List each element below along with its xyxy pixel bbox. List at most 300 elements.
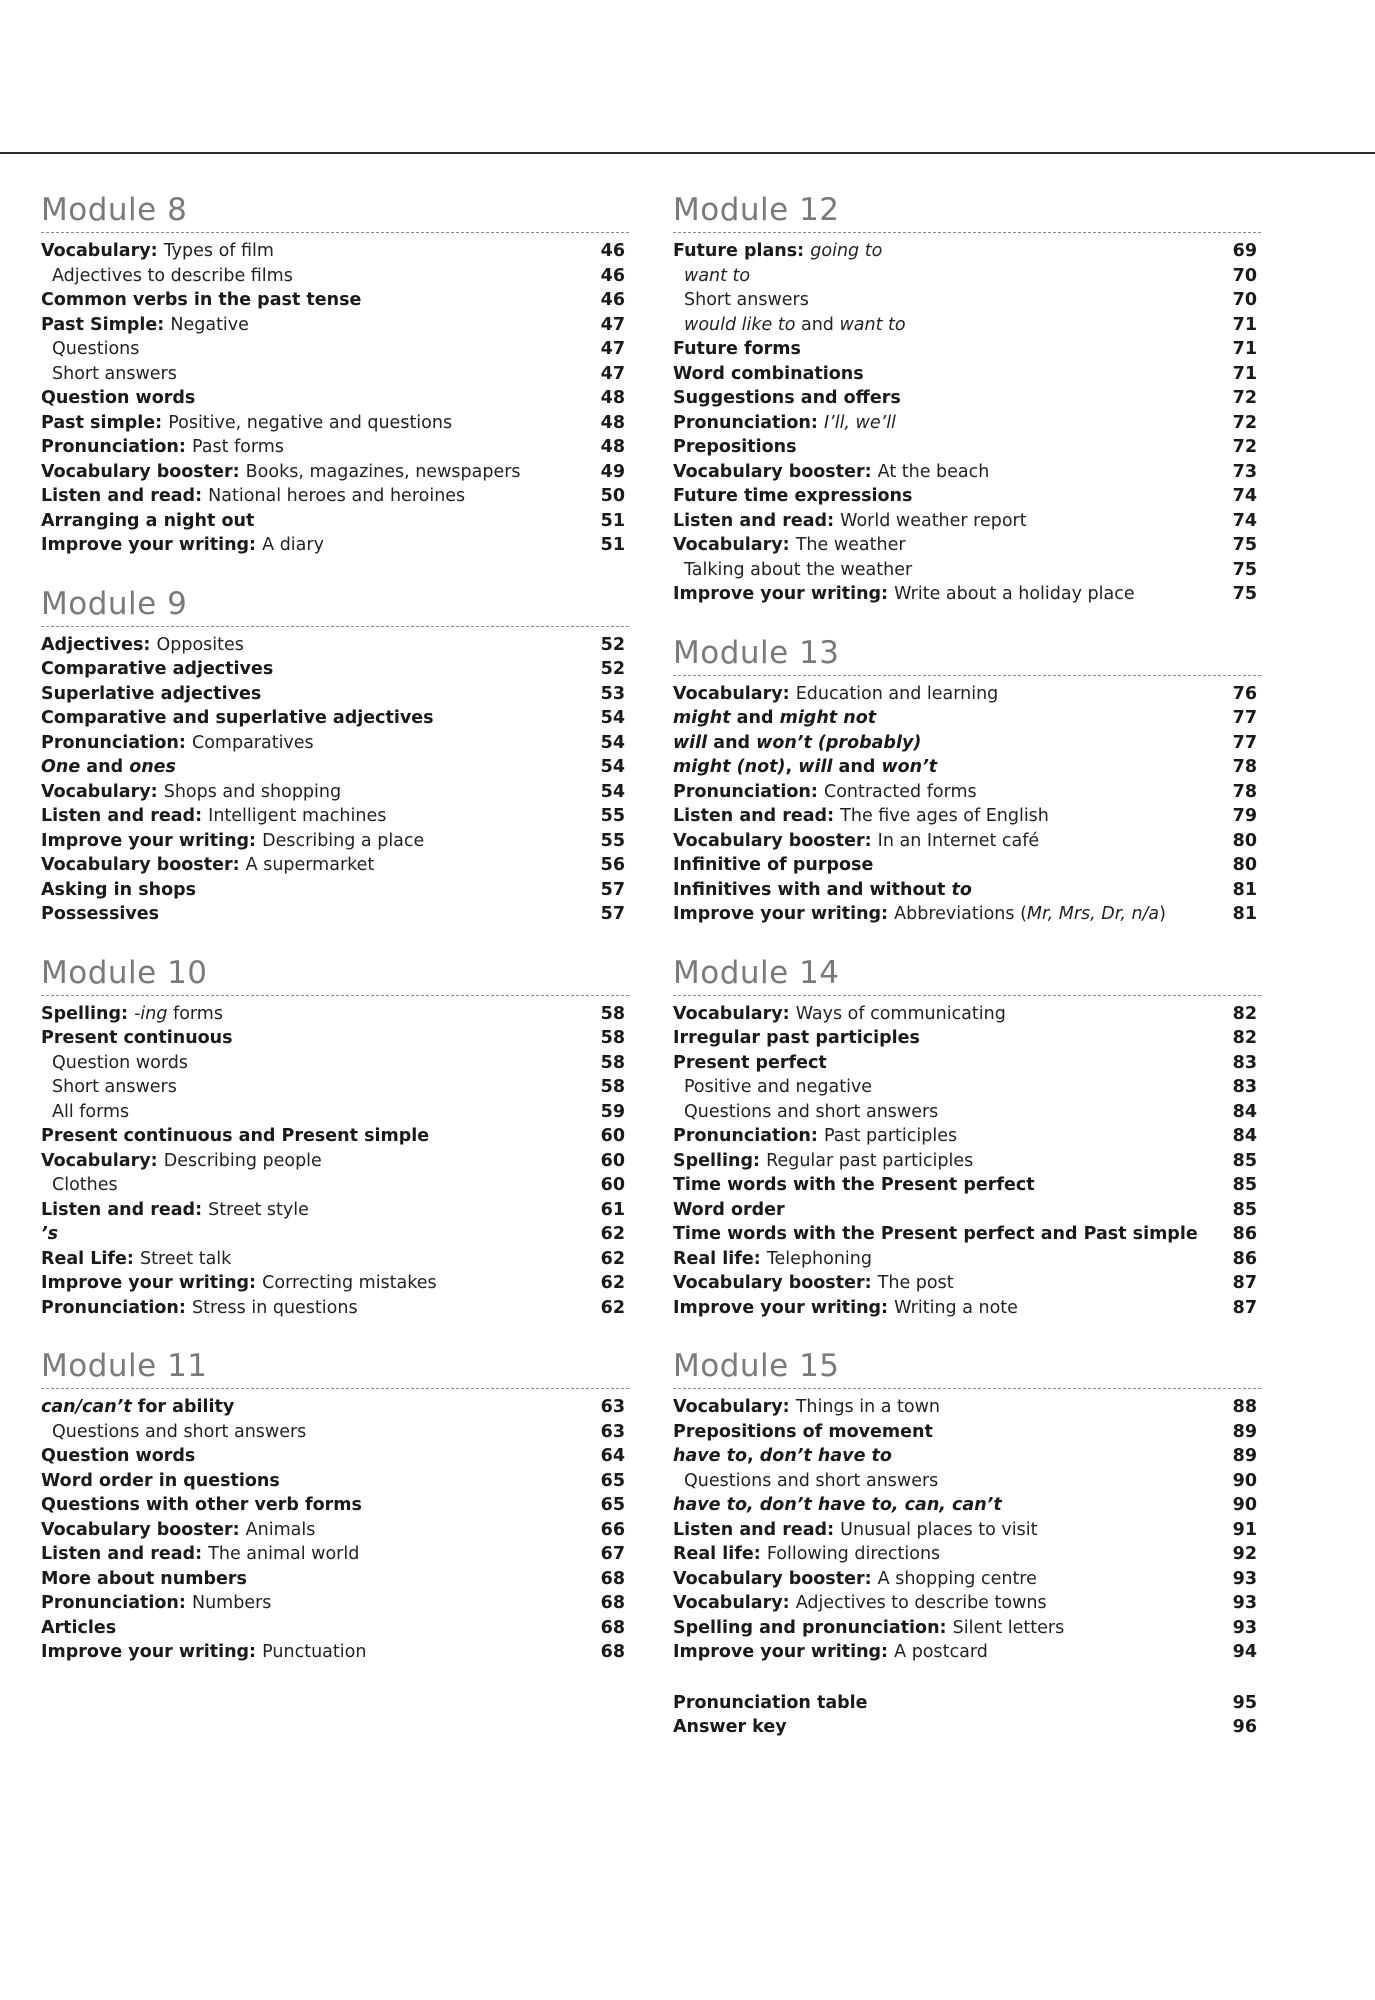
toc-entry (673, 558, 1261, 583)
toc-entry-text: Talking about the weather (684, 559, 913, 580)
toc-entry-text: At the beach (877, 461, 990, 482)
toc-entry-text: might not (779, 708, 877, 728)
toc-entry-label (41, 386, 195, 411)
toc-page-number: 81 (1232, 904, 1257, 924)
toc-entry-text: The animal world (208, 1544, 360, 1564)
toc-entry (673, 1715, 1261, 1740)
toc-entry (673, 411, 1261, 436)
toc-entry-text: Vocabulary: (673, 1397, 796, 1417)
toc-entry-label (673, 780, 977, 805)
toc-entry-label (673, 1026, 920, 1051)
toc-entry-label (673, 878, 972, 903)
toc-page-number: 65 (600, 1495, 625, 1515)
toc-page-number: 73 (1232, 461, 1257, 482)
toc-entry (41, 1247, 629, 1272)
toc-entry-label (673, 239, 882, 264)
toc-entry-text: Street style (208, 1199, 309, 1220)
toc-page-number: 56 (600, 855, 625, 875)
toc-page-number: 68 (600, 1568, 625, 1589)
toc-page-number: 84 (1232, 1101, 1257, 1122)
toc-page-number: 90 (1232, 1470, 1257, 1491)
toc-entry-text: Common verbs in the past tense (41, 290, 362, 310)
toc-page-number: 85 (1232, 1175, 1257, 1195)
toc-entry-label (41, 313, 249, 338)
toc-page-number: 87 (1232, 1273, 1257, 1293)
toc-entry (673, 1493, 1261, 1518)
toc-page-number: 68 (600, 1617, 625, 1638)
toc-entry-text: The five ages of English (840, 806, 1049, 826)
toc-entry (41, 1026, 629, 1051)
toc-entry (41, 313, 629, 338)
toc-entry-text: Writing a note (894, 1297, 1018, 1318)
module-section-module-14 (673, 953, 1261, 1321)
toc-entry-label (41, 1149, 322, 1174)
toc-entry-label (41, 1002, 223, 1027)
toc-entry-text: Improve your writing: (673, 1642, 895, 1662)
toc-page-number: 54 (600, 757, 625, 777)
toc-entry (673, 902, 1261, 927)
toc-entry-text: Shops and shopping (163, 781, 342, 802)
toc-entry-text: will (673, 732, 708, 753)
toc-entry (41, 533, 629, 558)
toc-entry-text: Short answers (684, 290, 809, 310)
toc-entry (673, 1444, 1261, 1469)
toc-page-number: 57 (600, 879, 625, 900)
toc-page-number: 46 (600, 265, 625, 286)
toc-entry-text: Listen and read: (41, 806, 209, 826)
toc-page-number: 63 (600, 1421, 625, 1442)
toc-entry-text: Asking in shops (41, 879, 197, 900)
toc-entry-label (673, 1222, 1198, 1247)
toc-entry-text: Stress in questions (191, 1297, 358, 1318)
toc-entry-text: will (798, 757, 833, 777)
toc-entry-text: want to (684, 265, 751, 286)
toc-entry-text: More about numbers (41, 1568, 247, 1589)
toc-entry (673, 1420, 1261, 1445)
toc-entry-text: -ing (134, 1003, 168, 1024)
toc-entry (41, 1469, 629, 1494)
toc-entry-text: Punctuation (262, 1642, 367, 1662)
toc-entry-text: Articles (41, 1617, 117, 1638)
toc-entry (673, 1691, 1261, 1716)
toc-entry-text: Listen and read: (41, 1199, 209, 1220)
toc-entry-list (673, 239, 1261, 607)
toc-entry (41, 804, 629, 829)
toc-page-number: 85 (1232, 1199, 1257, 1220)
toc-entry-label (673, 755, 937, 780)
toc-entry (673, 509, 1261, 534)
toc-entry (673, 1395, 1261, 1420)
toc-page-number: 89 (1232, 1446, 1257, 1466)
toc-entry-text: Listen and read: (673, 510, 841, 531)
toc-entry-text: Time words with the Present perfect (673, 1175, 1035, 1195)
toc-entry-label (673, 1715, 787, 1740)
toc-entry-label (673, 1075, 872, 1100)
toc-entry (41, 780, 629, 805)
toc-entry-text: Describing a place (262, 830, 425, 851)
toc-page-number: 93 (1232, 1617, 1257, 1638)
toc-entry-text: Irregular past participles (673, 1028, 920, 1048)
toc-entry (673, 362, 1261, 387)
toc-entry (41, 1271, 629, 1296)
toc-entry (673, 460, 1261, 485)
toc-entry-text: I’ll, we’ll (823, 412, 896, 433)
toc-page-number: 83 (1232, 1052, 1257, 1073)
toc-entry-text: Numbers (191, 1593, 272, 1613)
toc-entry-text: Question words (41, 388, 196, 408)
toc-page-number: 83 (1232, 1077, 1257, 1097)
toc-entry (673, 1124, 1261, 1149)
toc-entry-text: Short answers (52, 1077, 177, 1097)
toc-entry-text: and (80, 757, 130, 777)
toc-entry-text: Contracted forms (823, 781, 977, 802)
toc-entry-label (41, 657, 273, 682)
toc-page-number: 71 (1232, 314, 1257, 335)
toc-entry-text: A shopping centre (877, 1568, 1037, 1589)
toc-entry (673, 853, 1261, 878)
toc-entry-label (41, 1173, 118, 1198)
toc-entry-label (41, 411, 452, 436)
toc-entry (673, 484, 1261, 509)
toc-entry-text: Prepositions (673, 437, 797, 457)
toc-entry-label (41, 1296, 358, 1321)
toc-entry (41, 633, 629, 658)
toc-entry-text: might (673, 708, 731, 728)
toc-entry-label (673, 1567, 1037, 1592)
toc-entry-text: Word order in questions (41, 1470, 280, 1491)
toc-entry (41, 239, 629, 264)
toc-entry-text: Superlative adjectives (41, 683, 262, 704)
toc-entry-text: Comparative and superlative adjectives (41, 708, 434, 728)
toc-entry-text: Listen and read: (41, 486, 209, 506)
toc-entry-text: All forms (52, 1101, 130, 1122)
toc-entry-text: Listen and read: (673, 806, 841, 826)
toc-page-number: 84 (1232, 1126, 1257, 1146)
toc-entry (41, 1640, 629, 1665)
toc-entry-text: Word order (673, 1199, 785, 1220)
toc-entry-text: Write about a holiday place (894, 584, 1135, 604)
toc-entry-text: In an Internet café (877, 830, 1040, 851)
toc-entry-text: Regular past participles (766, 1150, 974, 1171)
toc-entry (41, 288, 629, 313)
toc-entry-text: Spelling: (673, 1150, 767, 1171)
toc-page-number: 78 (1232, 757, 1257, 777)
toc-entry-label (41, 1100, 129, 1125)
toc-entry-text: Future time expressions (673, 486, 913, 506)
toc-entry-text: Prepositions of movement (673, 1421, 933, 1442)
toc-entry-text: Vocabulary: (41, 781, 164, 802)
toc-entry (673, 804, 1261, 829)
toc-entry (673, 1247, 1261, 1272)
toc-entry (673, 1542, 1261, 1567)
module-section-module-9 (41, 584, 629, 927)
toc-entry-label (673, 582, 1135, 607)
toc-page-number: 51 (600, 510, 625, 531)
module-title: Module 13 (673, 633, 1261, 676)
header-rule (0, 152, 1375, 154)
toc-page-number: 86 (1232, 1224, 1257, 1244)
module-title: Module 15 (673, 1346, 1261, 1389)
toc-entry (41, 1296, 629, 1321)
toc-entry-label (673, 804, 1049, 829)
module-title: Module 14 (673, 953, 1261, 996)
toc-entry-text: World weather report (840, 510, 1027, 531)
toc-entry-label (41, 1542, 359, 1567)
toc-entry-text: ’s (41, 1224, 59, 1244)
toc-page-number: 54 (600, 781, 625, 802)
toc-entry-text: Question words (52, 1052, 188, 1073)
toc-page-number: 76 (1232, 683, 1257, 704)
toc-entry-text: Past Simple: (41, 314, 171, 335)
toc-entry-text: Silent letters (952, 1617, 1065, 1638)
toc-entry-label (673, 337, 801, 362)
toc-entry-list (673, 1002, 1261, 1321)
toc-entry-text: Improve your writing: (41, 830, 263, 851)
toc-entry-label (673, 1420, 933, 1445)
toc-entry-text: Vocabulary: (673, 1593, 796, 1613)
toc-page-number: 51 (600, 535, 625, 555)
toc-entry-label (673, 829, 1039, 854)
toc-entry-text: Vocabulary: (673, 1003, 796, 1024)
toc-entry-text: for ability (131, 1397, 235, 1417)
toc-entry (673, 878, 1261, 903)
toc-entry (41, 853, 629, 878)
toc-entry-text: Adjectives to describe towns (795, 1593, 1047, 1613)
toc-entry-list (673, 682, 1261, 927)
toc-page-number: 58 (600, 1028, 625, 1048)
toc-entry-label (41, 1395, 234, 1420)
toc-entry-text: Questions (52, 339, 140, 359)
toc-page-number: 53 (600, 683, 625, 704)
toc-entry-text: , (785, 757, 799, 777)
toc-entry-text: Adjectives to describe films (52, 265, 293, 286)
toc-appendix-list (673, 1691, 1261, 1740)
toc-entry-text: Questions with other verb forms (41, 1495, 362, 1515)
toc-entry-label (673, 706, 876, 731)
toc-entry-text: Spelling and pronunciation: (673, 1617, 953, 1638)
toc-entry-label (673, 1493, 1002, 1518)
toc-entry-text: Short answers (52, 363, 177, 384)
toc-entry-text: Arranging a night out (41, 510, 255, 531)
toc-entry-text: Questions and short answers (684, 1101, 939, 1122)
toc-entry-text: One (41, 757, 81, 777)
toc-entry-text: Education and learning (795, 683, 999, 704)
toc-entry-label (41, 682, 261, 707)
toc-entry-text: ones (129, 757, 176, 777)
toc-entry-text: A diary (262, 535, 324, 555)
toc-entry-text: Comparatives (191, 732, 314, 753)
toc-entry-text: Pronunciation: (41, 1297, 192, 1318)
toc-entry-text: Telephoning (766, 1248, 872, 1269)
toc-entry-text: Improve your writing: (673, 904, 895, 924)
toc-entry-label (673, 264, 750, 289)
toc-entry-label (673, 1124, 957, 1149)
toc-page-number: 69 (1232, 241, 1257, 261)
toc-entry-text: Listen and read: (673, 1519, 841, 1540)
toc-entry (673, 239, 1261, 264)
toc-page-number: 72 (1232, 412, 1257, 433)
toc-entry-label (673, 411, 896, 436)
toc-entry-label (673, 1173, 1035, 1198)
toc-entry (41, 1173, 629, 1198)
toc-entry (673, 755, 1261, 780)
toc-entry-text: Vocabulary booster: (41, 461, 246, 482)
toc-page-number: 89 (1232, 1421, 1257, 1442)
toc-entry-text: Answer key (673, 1717, 787, 1737)
toc-entry-list (41, 239, 629, 558)
toc-entry-text: Positive and negative (684, 1077, 873, 1097)
toc-entry-text: Pronunciation: (673, 781, 824, 802)
toc-entry-label (673, 1591, 1047, 1616)
toc-entry-label (673, 1296, 1018, 1321)
toc-entry-text: Pronunciation: (41, 437, 192, 457)
module-section-module-13 (673, 633, 1261, 927)
toc-entry-label (673, 1198, 785, 1223)
toc-page-number: 62 (600, 1273, 625, 1293)
toc-entry-label (41, 1616, 116, 1641)
toc-entry-text: Improve your writing: (673, 584, 895, 604)
toc-entry-text: Pronunciation: (41, 732, 192, 753)
toc-entry-label (41, 1124, 429, 1149)
toc-entry-text: Intelligent machines (208, 806, 387, 826)
toc-entry-label (673, 288, 809, 313)
toc-entry-text: Past participles (823, 1126, 958, 1146)
toc-entry-label (41, 1567, 247, 1592)
toc-entry-text: Questions and short answers (684, 1470, 939, 1491)
toc-entry-text: Comparative adjectives (41, 659, 274, 679)
toc-entry (41, 1567, 629, 1592)
toc-page-number: 70 (1232, 290, 1257, 310)
toc-entry-text: don’t have to (759, 1446, 892, 1466)
toc-entry-label (41, 509, 254, 534)
toc-entry-text: and (707, 732, 757, 753)
toc-entry-label (41, 1075, 177, 1100)
toc-entry (41, 657, 629, 682)
module-section-module-15 (673, 1346, 1261, 1665)
toc-page-number: 47 (600, 314, 625, 335)
toc-page-number: 54 (600, 732, 625, 753)
toc-entry-label (41, 1198, 309, 1223)
module-title: Module 12 (673, 190, 1261, 233)
toc-entry-label (41, 484, 465, 509)
toc-entry (41, 878, 629, 903)
toc-page-number: 74 (1232, 486, 1257, 506)
toc-entry-label (673, 1271, 954, 1296)
toc-page-number: 82 (1232, 1003, 1257, 1024)
toc-entry-text: have to (673, 1446, 748, 1466)
toc-entry (41, 1124, 629, 1149)
toc-entry-text: Street talk (139, 1248, 232, 1269)
toc-entry-label (41, 533, 324, 558)
toc-column-left (41, 190, 629, 1691)
toc-entry (41, 337, 629, 362)
toc-entry-text: and (832, 757, 882, 777)
module-section-module-11 (41, 1346, 629, 1665)
toc-entry-label (41, 362, 177, 387)
toc-entry (673, 1149, 1261, 1174)
module-title: Module 10 (41, 953, 629, 996)
toc-page-number: 91 (1232, 1519, 1257, 1540)
toc-entry (41, 1002, 629, 1027)
toc-entry-label (41, 239, 274, 264)
toc-entry-text: Questions and short answers (52, 1421, 307, 1442)
toc-entry-label (673, 533, 906, 558)
toc-entry (41, 1420, 629, 1445)
module-section-module-12 (673, 190, 1261, 607)
toc-entry (41, 1591, 629, 1616)
toc-page-number: 58 (600, 1077, 625, 1097)
toc-page-number: 48 (600, 388, 625, 408)
toc-entry-label (41, 780, 341, 805)
toc-entry-text: Mr, Mrs, Dr, n/a (1026, 904, 1160, 924)
toc-entry-text: Improve your writing: (41, 1642, 263, 1662)
toc-entry (673, 1075, 1261, 1100)
toc-entry (673, 1271, 1261, 1296)
toc-entry-text: Clothes (52, 1175, 118, 1195)
toc-entry-text: Things in a town (795, 1397, 941, 1417)
toc-entry-text: Vocabulary: (41, 241, 164, 261)
toc-entry (673, 706, 1261, 731)
toc-page-number: 96 (1232, 1717, 1257, 1737)
toc-entry-label (41, 1640, 366, 1665)
toc-entry (41, 682, 629, 707)
toc-entry-label (41, 1469, 280, 1494)
toc-entry-text: won’t (probably) (756, 732, 922, 753)
toc-entry (673, 780, 1261, 805)
toc-page-number: 93 (1232, 1593, 1257, 1613)
toc-entry-label (41, 902, 159, 927)
toc-entry-text: , (747, 1446, 760, 1466)
toc-page-number: 95 (1232, 1692, 1257, 1713)
toc-entry-text: The post (877, 1273, 954, 1293)
toc-entry-label (41, 755, 176, 780)
toc-entry-text: can/can’t (41, 1397, 132, 1417)
toc-entry-list (673, 1395, 1261, 1665)
toc-entry-label (41, 1444, 195, 1469)
toc-entry (673, 1002, 1261, 1027)
toc-page-number: 77 (1232, 732, 1257, 753)
toc-page-number: 60 (600, 1150, 625, 1171)
toc-page-number: 75 (1232, 584, 1257, 604)
toc-entry (41, 411, 629, 436)
toc-entry-label (673, 682, 998, 707)
toc-entry (41, 1222, 629, 1247)
toc-page-number: 72 (1232, 437, 1257, 457)
toc-entry-label (673, 731, 921, 756)
toc-entry (673, 1518, 1261, 1543)
toc-entry-text: ) (1159, 904, 1166, 924)
toc-page-number: 58 (600, 1052, 625, 1073)
toc-entry (41, 386, 629, 411)
toc-entry-text: forms (167, 1003, 223, 1024)
toc-entry-text: Improve your writing: (41, 1273, 263, 1293)
toc-page-number: 46 (600, 290, 625, 310)
toc-entry-text: Adjectives: (41, 634, 157, 655)
toc-entry-text: Present perfect (673, 1052, 827, 1073)
toc-page-number: 92 (1232, 1544, 1257, 1564)
toc-entry-label (41, 264, 293, 289)
toc-entry-text: Vocabulary booster: (673, 830, 878, 851)
toc-entry (41, 829, 629, 854)
toc-entry-text: Present continuous (41, 1028, 233, 1048)
toc-page-number: 65 (600, 1470, 625, 1491)
toc-entry (673, 1640, 1261, 1665)
toc-entry-text: Positive, negative and questions (168, 412, 453, 433)
toc-entry (673, 264, 1261, 289)
toc-entry-text: Improve your writing: (673, 1297, 895, 1318)
toc-entry (673, 1222, 1261, 1247)
toc-entry-text: Pronunciation: (673, 412, 824, 433)
